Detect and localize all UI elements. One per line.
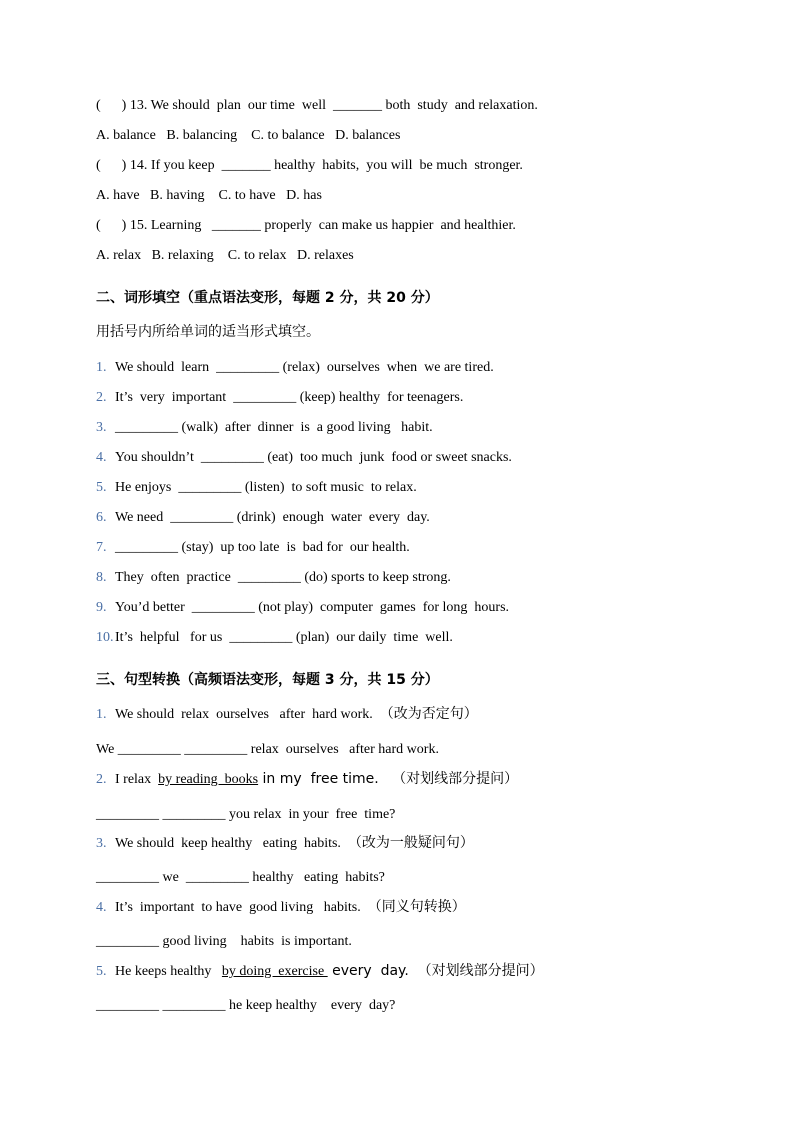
item-text: We should learn _________ (relax) ourselves when we are tired. <box>115 360 494 375</box>
answer-line: _________ _________ he keep healthy every day? <box>96 998 396 1013</box>
section3-title: 三、句型转换（高频语法变形，每题 3 分，共 15 分） <box>96 672 439 688</box>
item-number: 6. <box>96 510 107 525</box>
list-item <box>96 898 466 917</box>
list-item <box>96 569 451 587</box>
item-instruction: （同义句转换） <box>367 899 466 915</box>
item-instruction: every day. （对划线部分提问） <box>327 963 544 979</box>
mc-question-13: ( ) 13. We should plan our time well _______ both study and relaxation. <box>96 98 538 113</box>
item-number: 1. <box>96 360 107 375</box>
item-number: 3. <box>96 836 107 851</box>
item-instruction: in my free time. （对划线部分提问） <box>258 771 519 787</box>
list-item <box>96 359 494 377</box>
item-number: 1. <box>96 707 107 722</box>
mc-options-15: A. relax B. relaxing C. to relax D. relaxes <box>96 248 354 263</box>
item-text: He keeps healthy <box>115 964 222 979</box>
list-item <box>96 599 509 617</box>
item-number: 2. <box>96 772 107 787</box>
item-number: 9. <box>96 600 107 615</box>
item-number: 8. <box>96 570 107 585</box>
list-item <box>96 770 518 789</box>
item-text: You shouldn’t _________ (eat) too much junk food or sweet snacks. <box>115 450 512 465</box>
answer-line: _________ good living habits is important. <box>96 934 352 949</box>
item-number: 2. <box>96 390 107 405</box>
underlined-text: by doing exercise <box>221 964 328 979</box>
list-item <box>96 834 474 853</box>
mc-question-14: ( ) 14. If you keep _______ healthy habits, you will be much stronger. <box>96 158 523 173</box>
list-item <box>96 962 544 981</box>
list-item <box>96 705 478 724</box>
section2-title: 二、词形填空（重点语法变形，每题 2 分，共 20 分） <box>96 290 439 306</box>
item-text: _________ (stay) up too late is bad for our health. <box>115 540 410 555</box>
item-text: He enjoys _________ (listen) to soft music to relax. <box>115 480 417 495</box>
item-text: _________ (walk) after dinner is a good living habit. <box>115 420 433 435</box>
list-item <box>96 629 453 647</box>
answer-line: We _________ _________ relax ourselves after hard work. <box>96 742 439 757</box>
answer-line: _________ _________ you relax in your free time? <box>96 807 396 822</box>
list-item <box>96 509 430 527</box>
item-text: They often practice _________ (do) sports to keep strong. <box>115 570 451 585</box>
item-number: 5. <box>96 480 107 495</box>
item-text: We need _________ (drink) enough water every day. <box>115 510 430 525</box>
list-item <box>96 539 410 557</box>
list-item <box>96 419 433 437</box>
item-number: 10. <box>96 630 114 645</box>
item-text: I relax <box>115 772 159 787</box>
item-text: It’s important to have good living habits. <box>115 900 368 915</box>
item-number: 4. <box>96 450 107 465</box>
item-number: 4. <box>96 900 107 915</box>
answer-line: _________ we _________ healthy eating habits? <box>96 870 385 885</box>
item-instruction: （改为否定句） <box>379 706 478 722</box>
item-text: It’s helpful for us _________ (plan) our daily time well. <box>115 630 453 645</box>
item-text: We should relax ourselves after hard work. <box>115 707 380 722</box>
mc-options-13: A. balance B. balancing C. to balance D. balances <box>96 128 401 143</box>
item-instruction: （改为一般疑问句） <box>347 835 474 851</box>
underlined-text: by reading books <box>158 772 259 787</box>
list-item <box>96 479 417 497</box>
section2-instruction: 用括号内所给单词的适当形式填空。 <box>96 324 320 340</box>
mc-question-15: ( ) 15. Learning _______ properly can make us happier and healthier. <box>96 218 516 233</box>
item-text: We should keep healthy eating habits. <box>115 836 348 851</box>
item-number: 3. <box>96 420 107 435</box>
item-number: 5. <box>96 964 107 979</box>
item-text: It’s very important _________ (keep) healthy for teenagers. <box>115 390 464 405</box>
list-item <box>96 389 463 407</box>
item-text: You’d better _________ (not play) computer games for long hours. <box>115 600 510 615</box>
item-number: 7. <box>96 540 107 555</box>
mc-options-14: A. have B. having C. to have D. has <box>96 188 322 203</box>
list-item <box>96 449 512 467</box>
